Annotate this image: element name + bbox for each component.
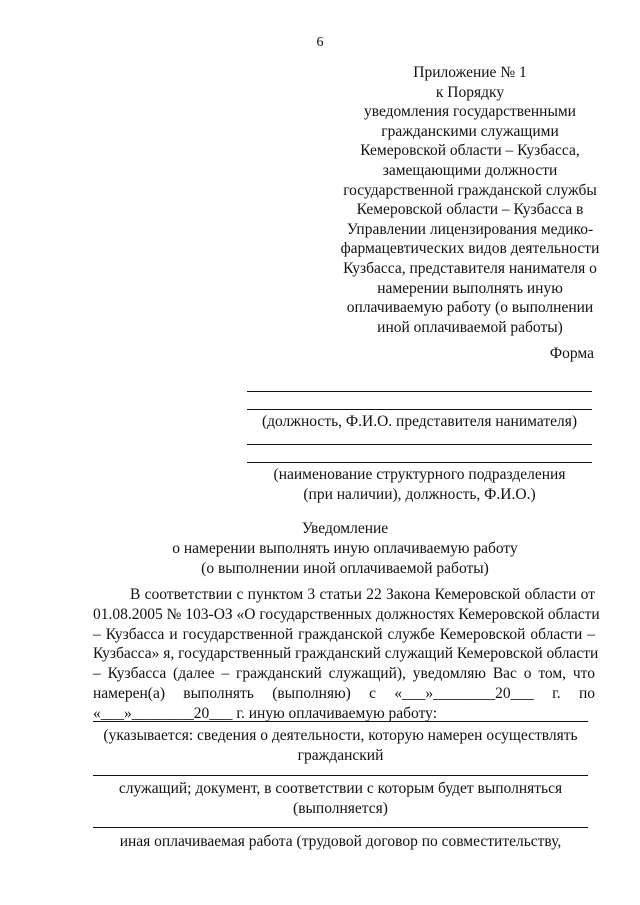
appendix-line: к Порядку <box>435 83 505 101</box>
body-line: – Кузбасса (далее – гражданский служащий), уведомляю Вас о том, что <box>93 665 595 683</box>
appendix-line: иной оплачиваемой работы) <box>377 318 563 336</box>
body-line: В соответствии с пунктом 3 статьи 22 Закона Кемеровской области от <box>130 586 595 603</box>
body-line: намерен(а) выполнять (выполняю) с «___»________20___ г. по <box>93 684 595 702</box>
appendix-line: оплачиваемую работу (о выполнении <box>346 299 594 317</box>
appendix-line: намерении выполнять иную <box>377 279 563 297</box>
employer-blank-line-2[interactable] <box>247 409 592 410</box>
appendix-line: Управлении лицензирования медико- <box>346 220 594 238</box>
department-blank-line-2[interactable] <box>247 462 592 463</box>
other-work-blank-line[interactable] <box>93 827 588 828</box>
appendix-header <box>335 63 605 337</box>
notice-title-line: Уведомление <box>301 520 389 537</box>
appendix-line: уведомления государственными <box>364 103 576 121</box>
instruction-caption-line: гражданский <box>297 747 384 764</box>
body-line: «___»________20___ г. иную оплачиваемую работу: <box>93 704 438 722</box>
employer-caption: (должность, Ф.И.О. представителя нанимателя) <box>261 413 578 430</box>
notice-title-line: о намерении выполнять иную оплачиваемую работу <box>172 539 518 557</box>
appendix-line: Кемеровской области – Кузбасса в <box>356 201 584 219</box>
instruction-caption-line: служащий; документ, в соответствии с которым будет выполняться <box>118 780 563 797</box>
appendix-line: замещающими должности <box>382 161 558 179</box>
body-line: – Кузбасса и государственной гражданской службе Кемеровской области – <box>93 625 595 643</box>
employer-blank-line-1[interactable] <box>247 391 592 392</box>
page-number: 6 <box>316 35 324 50</box>
notice-title <box>0 519 640 578</box>
instruction-caption-line: иная оплачиваемая работа (трудовой договор по совместительству, <box>119 833 562 850</box>
appendix-line: гражданскими служащими <box>381 122 559 140</box>
form-label: Форма <box>549 345 594 362</box>
appendix-line: Кемеровской области – Кузбасса, <box>360 142 580 160</box>
appendix-line: государственной гражданской службы <box>343 181 597 199</box>
instruction-caption-line: (указывается: сведения о деятельности, которую намерен осуществлять <box>103 727 578 744</box>
department-blank-line-1[interactable] <box>247 444 592 445</box>
instruction-caption-line: (выполняется) <box>293 800 388 817</box>
department-caption-line: (при наличии), должность, Ф.И.О.) <box>303 486 536 503</box>
body-line: 01.08.2005 № 103-ОЗ «О государственных должностях Кемеровской области <box>93 605 600 623</box>
notice-body <box>93 585 600 724</box>
appendix-line: фармацевтических видов деятельности <box>340 240 600 258</box>
employee-document-blank-line[interactable] <box>93 775 588 776</box>
appendix-line: Кузбасса, представителя нанимателя о <box>343 259 597 277</box>
department-caption-line: (наименование структурного подразделения <box>273 466 566 483</box>
work-info-blank-line[interactable] <box>93 721 588 722</box>
body-line: Кузбасса» я, государственный гражданский служащий Кемеровской области <box>93 645 599 663</box>
appendix-line: Приложение № 1 <box>413 64 527 81</box>
notice-title-line: (о выполнении иной оплачиваемой работы) <box>201 559 489 577</box>
